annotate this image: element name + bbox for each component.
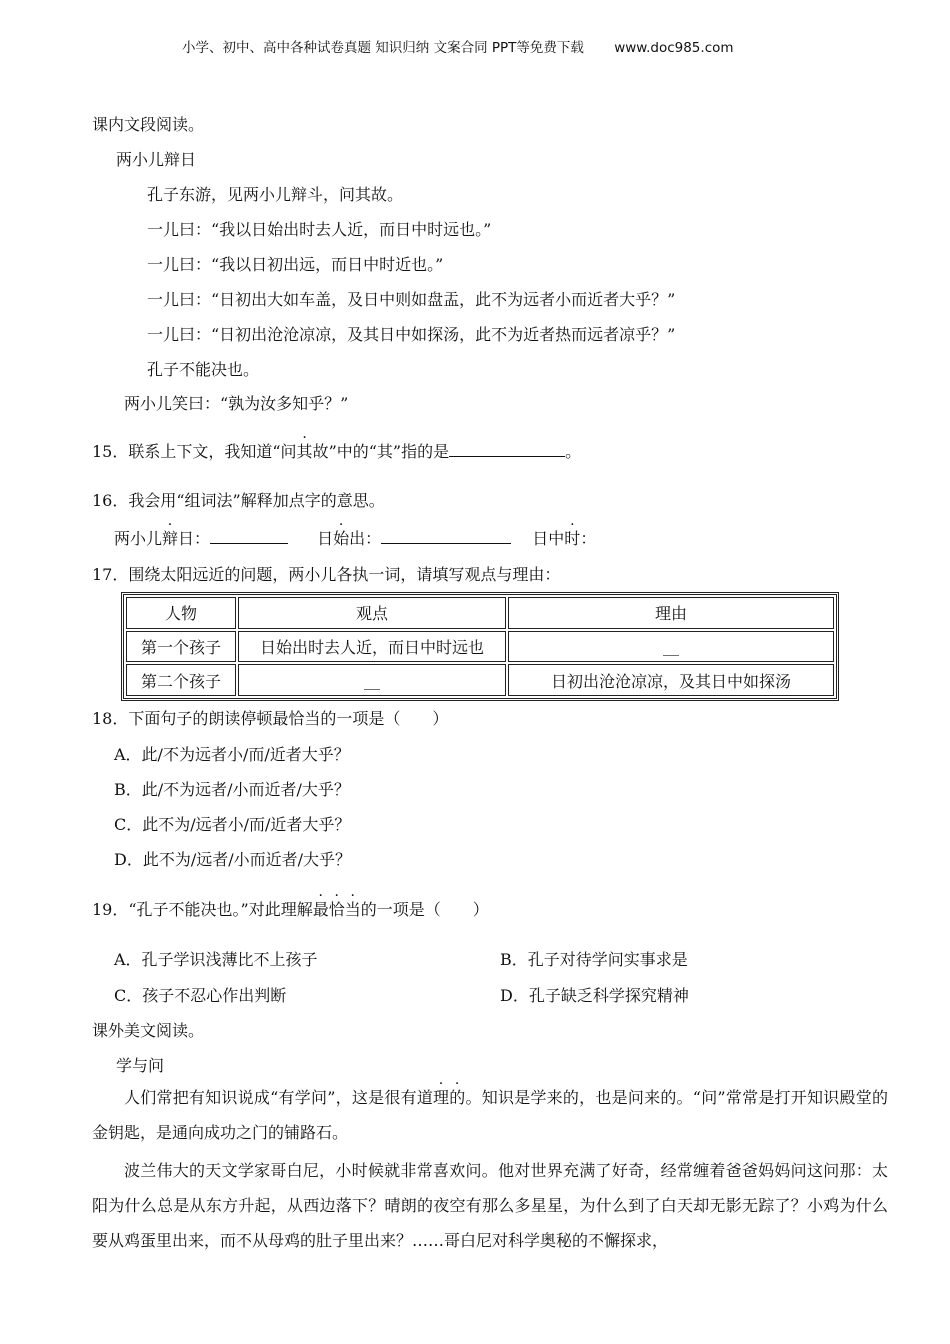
answer-blank-16b[interactable] [381, 542, 511, 544]
emphasis-char: 道 [416, 1088, 434, 1107]
passage2-paragraph: 波兰伟大的天文学家哥白尼，小时候就非常喜欢问。他对世界充满了好奇，经常缠着爸爸妈妈问这问那：太阳为什么总是从东方升起，从西边落下？晴朗的夜空有那么多星星，为什么到了白天却无影无踪了？小鸡为什么要从鸡蛋里出来，而不从母鸡的肚子里出来？……哥白尼对科学奥秘的不懈探求， [92, 1161, 888, 1250]
passage2-paragraph: 人们常把有知识说成“有学问”，这是很有道理的。知识是学来的，也是问来的。“问”常常是打开知识殿堂的金钥匙，是通向成功之门的铺路石。 [92, 1088, 888, 1142]
option-c[interactable]: C．此不为/远者小/而/近者大乎？ [114, 815, 351, 834]
header-site: www.doc985.com [614, 40, 734, 56]
question-19-stem: 19．“孔子不能决也。”对此理解最恰当的一项是（ ） [92, 900, 489, 919]
option-d[interactable]: D．此不为/远者/小而近者/大乎？ [114, 850, 352, 869]
section1-title: 课内文段阅读。 [92, 115, 205, 134]
option-b[interactable]: B．孔子对待学问实事求是 [500, 950, 688, 969]
option-d[interactable]: D．孔子缺乏科学探究精神 [500, 986, 689, 1005]
passage1-title: 两小儿辩日 [116, 150, 197, 169]
table-header: 观点 [238, 597, 506, 629]
passage1-line: 一儿曰：“日初出大如车盖，及日中则如盘盂，此不为远者小而近者大乎？” [147, 290, 676, 309]
option-b[interactable]: B．此/不为远者/小而近者/大乎？ [114, 780, 350, 799]
option-a[interactable]: A．孔子学识浅薄比不上孩子 [114, 950, 318, 969]
passage1-line: 一儿曰：“我以日始出时去人近，而日中时远也。” [147, 220, 492, 239]
table-row [126, 631, 834, 663]
passage1-line: 孔子不能决也。 [147, 360, 260, 379]
question-16-stem: 16．我会用“组词法”解释加点字的意思。 [92, 491, 385, 510]
table-header-row [126, 597, 834, 629]
table-row [126, 664, 834, 696]
table-cell: 第一个孩子 [126, 631, 236, 663]
question-16-answers: 两小儿辩日： 日始出： 日中时： [114, 529, 597, 548]
option-a[interactable]: A．此/不为远者小/而/近者大乎？ [114, 745, 350, 764]
option-c[interactable]: C．孩子不忍心作出判断 [114, 986, 287, 1005]
emphasis-char: 当 [344, 900, 361, 919]
section2-title: 课外美文阅读。 [92, 1021, 205, 1040]
table-cell-answer[interactable]: __ [238, 664, 506, 696]
answer-blank-15[interactable] [449, 455, 565, 457]
answer-blank-16a[interactable] [210, 542, 288, 544]
emphasis-char: 最 [312, 900, 329, 919]
passage1-line: 一儿曰：“日初出沧沧凉凉，及其日中如探汤，此不为近者热而远者凉乎？” [147, 325, 676, 344]
question-17-stem: 17．围绕太阳远近的问题，两小儿各执一词，请填写观点与理由： [92, 565, 561, 584]
header-text: 小学、初中、高中各种试卷真题 知识归纳 文案合同 PPT等免费下载 [182, 40, 584, 56]
emphasis-char: 理 [433, 1088, 450, 1107]
passage1-line: 两小儿笑曰：“孰为汝多知乎？” [124, 394, 349, 413]
passage2-title: 学与问 [116, 1056, 165, 1075]
page-header [182, 36, 734, 56]
table-cell: 第二个孩子 [126, 664, 236, 696]
table-header: 理由 [508, 597, 834, 629]
passage1-line: 一儿曰：“我以日初出远，而日中时近也。” [147, 255, 444, 274]
emphasis-char: 始 [333, 529, 350, 548]
question-18-stem: 18．下面句子的朗读停顿最恰当的一项是（ ） [92, 709, 449, 728]
emphasis-char: 恰 [328, 900, 345, 919]
emphasis-char: 其 [296, 442, 313, 461]
table-cell-answer[interactable]: __ [508, 631, 834, 663]
table-cell: 日始出时去人近，而日中时远也 [238, 631, 506, 663]
question-15: 15．联系上下文，我知道“问其故”中的“其”指的是 。 [92, 442, 582, 461]
emphasis-char: 时 [564, 529, 581, 548]
table-cell: 日初出沧沧凉凉，及其日中如探汤 [508, 664, 834, 696]
passage1-line: 孔子东游，见两小儿辩斗，问其故。 [147, 185, 404, 204]
emphasis-char: 辩 [162, 529, 179, 548]
table-header: 人物 [126, 597, 236, 629]
viewpoint-table [121, 592, 839, 701]
